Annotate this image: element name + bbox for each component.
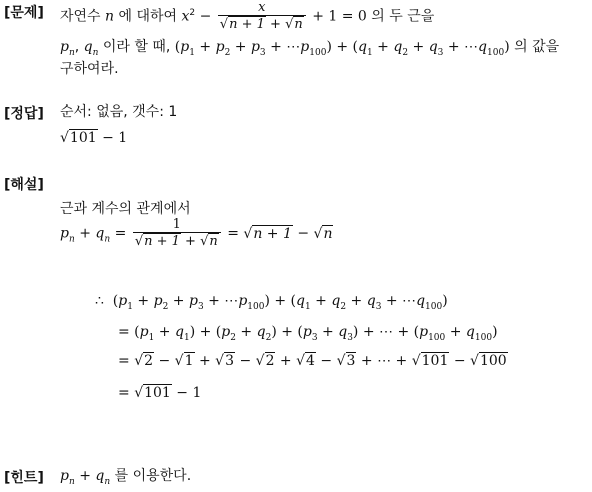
fraction: $\frac{x}{√n + 1 + √n}$ (218, 0, 306, 33)
solution-step-4: = √101 − 1 (118, 385, 202, 401)
answer-tag: [정답] (4, 106, 44, 122)
hint-line: $p_n + q_n$ 를 이용한다. (60, 468, 192, 487)
solution-tag: [해설] (4, 177, 44, 193)
solution-step-1: ∴ ($p_1 + p_2 + p_3$ + $\cdots p_{100}) + (q_1 + q_2 + q_3$ + $\cdots q_{100}$) (95, 293, 448, 312)
solution-eq-1: $p_n + q_n$ = $\frac{1}{√n + 1 + √n}$ = √n + 1 − √n (60, 217, 333, 249)
problem-line-3: 구하여라. (60, 61, 119, 77)
solution-intro: 근과 계수의 관계에서 (60, 201, 191, 217)
solution-step-2: = $(p_1 + q_1) + (p_2 + q_2) + (p_3 + q_3)$ + ⋯ + $(p_{100} + q_{100})$ (118, 324, 498, 343)
answer-line-1: 순서: 없음, 갯수: 1 (60, 104, 178, 120)
answer-value: √101 − 1 (60, 130, 128, 146)
problem-line-2: $p_n$, $q_n$ 이라 할 때, ($p_1 + p_2 + p_3$ + $\cdots p_{100}) + (q_1 + q_2 + q_3$ + $\cdots q_{100}$) 의 값을 (60, 39, 560, 58)
problem-tag: [문제] (4, 5, 44, 21)
problem-line-1: 자연수 n 에 대하여 $x^2$ − $\frac{x}{√n + 1 + √n}$ + 1 = 0 의 두 근을 (60, 0, 435, 32)
solution-step-3: = √2 − √1 + √3 − √2 + √4 − √3 + ⋯ + √101 − √100 (118, 353, 507, 369)
hint-tag: [힌트] (4, 470, 44, 486)
